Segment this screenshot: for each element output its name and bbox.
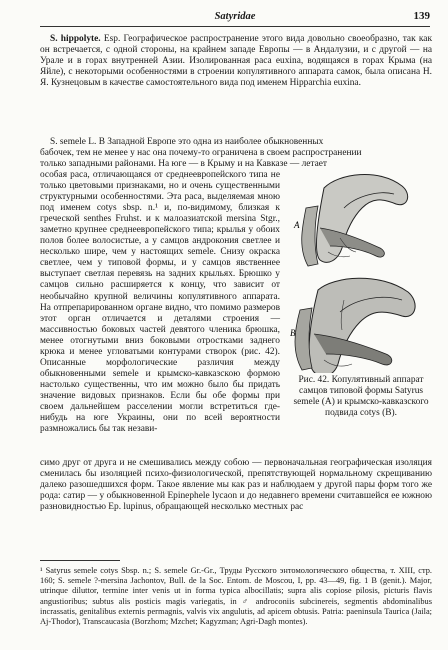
- figure-b-drawing: [295, 278, 415, 373]
- species-name: S. hippolyte.: [50, 34, 101, 44]
- semele-line-2: бабочек, тем не менее у нас она почему-то ограничена в своем распространении: [40, 148, 362, 159]
- footnote-rule: [40, 560, 120, 561]
- figure-a-drawing: [302, 174, 408, 266]
- paragraph-continuation: симо друг от друга и не смешивались между собою — первоначальная географическая изоляция сменилась бы изоляцией психо-физиологической, препятствующей нормальному скрещиванию далеко разошедшихся форм. Такое явление мы как раз и наблюдаем у другой пары форм того же рода: сатир — у обыкновенной Epinephele lycaon и до недавнего времени считавшейся ее южною разновидностью Ep. lupinus, обращающей несколько местных рас: [40, 458, 432, 513]
- genitalia-illustration: [284, 168, 434, 373]
- paragraph-text: Географическое распространение этого вида довольно своеобразно, так как он встречается, с одной стороны, на крайнем западе Европы — в Андалузии, и с другой — на Урале и в горах внутренней Азии. Изолированная раса euxina, водящаяся в горах Крыма (на Яйле), с некоторыми особенностями в строении копулятивного аппарата самок, была описана Н. Я. Кузнецовым в качестве самостоятельного вида под именем Hipparchia euxina.: [40, 34, 432, 89]
- figure-caption: Рис. 42. Копулятивный аппарат самцов типовой формы Satyrus semele (A) и крымско-кавказского подвида cotys (B).: [293, 375, 429, 418]
- running-header: [40, 10, 430, 27]
- footnote: ¹ Satyrus semele cotys Sbsp. n.; S. semele Gr.-Gr., Труды Русского энтомологического общества, т. XIII, стр. 160; S. semele ?-mersina Jachontov, Bull. de la Soc. Entom. de Moscou, I, pp. 43—49, fig. 1 B (genit.). Major, utrinque diluttor, termine inter venis ut in forma typica albocillatis; supra alis copiose pilosis, picturis flavis angustioribus; subtus alis posticis magis variegatis, in ♂ androconiis subcinereis, segmentis abdominalibus incrassatis, genitalibus externis permagnis, valvis vix angulutis, ad apicem obtusis. Patria: paeninsula Taurica (Jaila; Aj-Thodor), Transcaucasia (Borzhom; Mzchet; Kagyzman; Agri-Dagh montes).: [40, 566, 432, 627]
- figure-label-a: A: [294, 220, 300, 230]
- paragraph-semele: [40, 137, 432, 170]
- semele-line-1: S. semele L. В Западной Европе это одна из наиболее обыкновенных: [50, 137, 324, 147]
- paragraph-hippolyte: [40, 34, 432, 89]
- wrapped-text-column: особая раса, отличающаяся от среднеевропейского типа не только цветовыми признаками, но и очень существенными структурными особенностями. Эта раса, выделяемая мною под именем cotys sbsp. n.¹ и, по-видимому, близкая к греческой senthes Fruhst. и к малоазиатской mersina Stgr., заметно крупнее среднеевропейского типа; крылья у обоих полов более волосистые, а у самцов андрокония светлее и несколько шире, чем у настоящих semele. Снизу окраска светлее, чем у типовой формы, и у самцов явственнее выступает светлая перевязь на задних крыльях. Брюшко у самцов сильно расширяется к концу, что зависит от необычайно крупной величины копулятивного аппарата. На отпрепарированном органе видно, что помимо размеров этот орган отличается и деталями строения — массивностью боковых частей девятого членика брюшка, менее отогнутыми вниз боковыми отростками заднего крюка и менее угловатыми контурами створок (рис. 42). Описанные морфологические различия между обыкновенными semele и крымско-кавказскою формою настолько существенны, что им можно было бы придать значение видовых признаков. Если бы обе формы при своем дальнейшем расселении могли встретиться где-нибудь на юге Украины, они по всей вероятности размножались бы так незави-: [40, 170, 280, 435]
- running-title: Satyridae: [214, 11, 256, 22]
- semele-line-3: только западными районами. На юге — в Крыму и на Кавказе — летает: [40, 159, 328, 170]
- species-author: Esp.: [103, 34, 121, 44]
- figure-label-b: B: [290, 328, 296, 338]
- page-number: 139: [413, 10, 430, 22]
